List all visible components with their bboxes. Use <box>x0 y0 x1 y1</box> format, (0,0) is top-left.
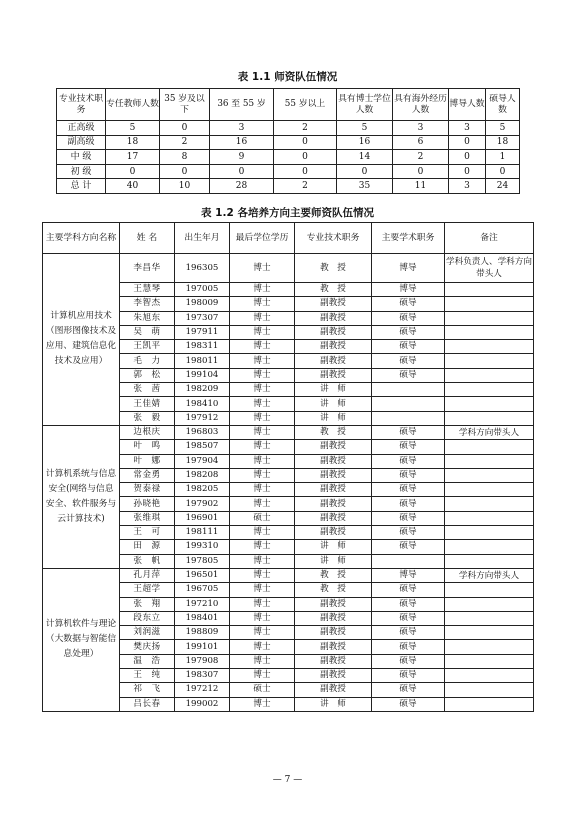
cell-birth: 198208 <box>175 468 230 482</box>
table-1-title: 表 1.1 师资队伍情况 <box>237 71 338 83</box>
cell-name: 樊庆扬 <box>120 640 175 654</box>
cell-remarks <box>445 540 534 554</box>
cell-title: 讲 师 <box>295 540 372 554</box>
cell-phd-supervisors: 3 <box>449 179 486 194</box>
col-header-remarks: 备注 <box>445 223 534 254</box>
cell-title: 副教授 <box>295 654 372 668</box>
cell-degree: 博士 <box>230 669 295 683</box>
cell-birth: 199101 <box>175 640 230 654</box>
cell-academic-role: 硕导 <box>372 597 445 611</box>
cell-title: 副教授 <box>295 354 372 368</box>
cell-remarks <box>445 368 534 382</box>
table-row <box>43 425 534 439</box>
cell-academic-role: 硕导 <box>372 454 445 468</box>
cell-age-35: 8 <box>160 150 210 165</box>
cell-remarks <box>445 397 534 411</box>
col-header-birth: 出生年月 <box>175 223 230 254</box>
cell-birth: 197902 <box>175 497 230 511</box>
cell-degree: 博士 <box>230 354 295 368</box>
page-number: — 7 — <box>272 775 303 785</box>
cell-teachers: 5 <box>106 121 160 136</box>
cell-remarks <box>445 583 534 597</box>
table-header-row <box>57 89 520 121</box>
cell-name: 田 源 <box>120 540 175 554</box>
cell-age-55: 0 <box>274 135 337 150</box>
cell-name: 朱旭东 <box>120 311 175 325</box>
col-header-name: 姓 名 <box>120 223 175 254</box>
cell-birth: 198410 <box>175 397 230 411</box>
cell-remarks <box>445 626 534 640</box>
cell-phd-supervisors: 3 <box>449 121 486 136</box>
cell-name: 王超学 <box>120 583 175 597</box>
cell-academic-role: 硕导 <box>372 425 445 439</box>
cell-name: 王 可 <box>120 526 175 540</box>
cell-degree: 博士 <box>230 611 295 625</box>
cell-remarks <box>445 497 534 511</box>
cell-title: 副教授 <box>295 526 372 540</box>
cell-age-55: 2 <box>274 179 337 194</box>
cell-age-55: 2 <box>274 121 337 136</box>
cell-academic-role: 硕导 <box>372 340 445 354</box>
col-header-title: 专业技术职务 <box>295 223 372 254</box>
cell-title: 副教授 <box>295 611 372 625</box>
cell-name: 孔月萍 <box>120 568 175 582</box>
cell-degree: 博士 <box>230 568 295 582</box>
cell-age-36-55: 0 <box>210 164 274 179</box>
cell-degree: 博士 <box>230 654 295 668</box>
cell-degree: 博士 <box>230 340 295 354</box>
col-header-direction: 主要学科方向名称 <box>43 223 120 254</box>
cell-remarks <box>445 283 534 297</box>
cell-academic-role <box>372 554 445 568</box>
cell-remarks <box>445 340 534 354</box>
cell-birth: 198401 <box>175 611 230 625</box>
cell-name: 叶 娜 <box>120 454 175 468</box>
cell-age-36-55: 28 <box>210 179 274 194</box>
cell-title: 副教授 <box>295 511 372 525</box>
cell-phd-supervisors: 0 <box>449 164 486 179</box>
cell-remarks <box>445 483 534 497</box>
table-row <box>57 135 520 150</box>
cell-birth: 197908 <box>175 654 230 668</box>
cell-title: 副教授 <box>295 683 372 697</box>
cell-academic-role <box>372 383 445 397</box>
cell-teachers: 17 <box>106 150 160 165</box>
cell-overseas: 11 <box>393 179 449 194</box>
cell-academic-role: 硕导 <box>372 654 445 668</box>
cell-master-supervisors: 0 <box>486 164 520 179</box>
cell-name: 吴 萌 <box>120 325 175 339</box>
cell-age-55: 0 <box>274 150 337 165</box>
table-row <box>57 179 520 194</box>
cell-teachers: 18 <box>106 135 160 150</box>
cell-degree: 博士 <box>230 297 295 311</box>
cell-remarks <box>445 440 534 454</box>
cell-name: 李昌华 <box>120 254 175 283</box>
cell-birth: 198507 <box>175 440 230 454</box>
cell-name: 张 翔 <box>120 597 175 611</box>
cell-title: 教 授 <box>295 254 372 283</box>
cell-overseas: 6 <box>393 135 449 150</box>
cell-title: 副教授 <box>295 640 372 654</box>
cell-rank: 初 级 <box>57 164 106 179</box>
cell-title: 讲 师 <box>295 383 372 397</box>
cell-birth: 198111 <box>175 526 230 540</box>
cell-birth: 199310 <box>175 540 230 554</box>
table-row <box>57 150 520 165</box>
cell-age-35: 0 <box>160 164 210 179</box>
cell-title: 教 授 <box>295 283 372 297</box>
cell-academic-role: 硕导 <box>372 683 445 697</box>
cell-birth: 199002 <box>175 697 230 711</box>
direction-faculty-table <box>42 222 534 712</box>
cell-degree: 博士 <box>230 497 295 511</box>
cell-academic-role: 硕导 <box>372 611 445 625</box>
cell-title: 副教授 <box>295 440 372 454</box>
cell-degree: 硕士 <box>230 683 295 697</box>
cell-name: 孙晓艳 <box>120 497 175 511</box>
cell-birth: 198311 <box>175 340 230 354</box>
cell-birth: 197912 <box>175 411 230 425</box>
cell-title: 讲 师 <box>295 397 372 411</box>
cell-title: 副教授 <box>295 368 372 382</box>
cell-birth: 197005 <box>175 283 230 297</box>
cell-birth: 197307 <box>175 311 230 325</box>
cell-age-35: 0 <box>160 121 210 136</box>
col-header-academic-role: 主要学术职务 <box>372 223 445 254</box>
cell-name: 毛 力 <box>120 354 175 368</box>
cell-title: 讲 师 <box>295 411 372 425</box>
cell-remarks <box>445 354 534 368</box>
col-header-title: 专业技术职务 <box>57 89 106 121</box>
col-header-phd-supervisors: 博导人数 <box>449 89 486 121</box>
cell-degree: 博士 <box>230 468 295 482</box>
direction-cell: 计算机软件与理论（大数据与智能信息处理） <box>43 568 120 711</box>
col-header-teachers: 专任教师人数 <box>106 89 160 121</box>
table-row <box>57 164 520 179</box>
cell-phd-supervisors: 0 <box>449 135 486 150</box>
cell-academic-role: 硕导 <box>372 368 445 382</box>
cell-remarks <box>445 526 534 540</box>
cell-title: 副教授 <box>295 669 372 683</box>
table-row <box>43 568 534 582</box>
cell-remarks: 学科方向带头人 <box>445 425 534 439</box>
faculty-overview-table <box>56 88 520 194</box>
cell-phd-supervisors: 0 <box>449 150 486 165</box>
cell-name: 王 纯 <box>120 669 175 683</box>
cell-title: 副教授 <box>295 297 372 311</box>
cell-master-supervisors: 18 <box>486 135 520 150</box>
cell-academic-role <box>372 397 445 411</box>
cell-remarks <box>445 654 534 668</box>
table-header-row <box>43 223 534 254</box>
cell-degree: 博士 <box>230 454 295 468</box>
cell-academic-role: 硕导 <box>372 483 445 497</box>
cell-rank: 总 计 <box>57 179 106 194</box>
cell-master-supervisors: 5 <box>486 121 520 136</box>
cell-birth: 198011 <box>175 354 230 368</box>
cell-title: 副教授 <box>295 483 372 497</box>
cell-age-35: 10 <box>160 179 210 194</box>
cell-degree: 博士 <box>230 526 295 540</box>
cell-title: 副教授 <box>295 454 372 468</box>
cell-degree: 博士 <box>230 325 295 339</box>
cell-remarks <box>445 468 534 482</box>
table-row <box>43 254 534 283</box>
cell-title: 副教授 <box>295 311 372 325</box>
col-header-age-36-55: 36 至 55 岁 <box>210 89 274 121</box>
cell-academic-role: 博导 <box>372 568 445 582</box>
cell-phd: 0 <box>337 164 393 179</box>
cell-birth: 197904 <box>175 454 230 468</box>
col-header-age-55: 55 岁以上 <box>274 89 337 121</box>
cell-age-36-55: 9 <box>210 150 274 165</box>
cell-name: 张 毅 <box>120 411 175 425</box>
cell-master-supervisors: 1 <box>486 150 520 165</box>
cell-name: 边根庆 <box>120 425 175 439</box>
cell-degree: 博士 <box>230 254 295 283</box>
cell-degree: 博士 <box>230 554 295 568</box>
table-2-title: 表 1.2 各培养方向主要师资队伍情况 <box>201 207 374 219</box>
cell-birth: 196501 <box>175 568 230 582</box>
cell-birth: 199104 <box>175 368 230 382</box>
cell-academic-role: 硕导 <box>372 697 445 711</box>
cell-academic-role: 硕导 <box>372 669 445 683</box>
cell-remarks <box>445 411 534 425</box>
cell-overseas: 3 <box>393 121 449 136</box>
cell-degree: 硕士 <box>230 511 295 525</box>
cell-birth: 198307 <box>175 669 230 683</box>
cell-remarks <box>445 325 534 339</box>
cell-age-36-55: 3 <box>210 121 274 136</box>
cell-remarks <box>445 611 534 625</box>
cell-remarks <box>445 311 534 325</box>
cell-remarks <box>445 669 534 683</box>
cell-degree: 博士 <box>230 411 295 425</box>
cell-title: 讲 师 <box>295 554 372 568</box>
cell-academic-role <box>372 411 445 425</box>
cell-age-55: 0 <box>274 164 337 179</box>
cell-remarks <box>445 454 534 468</box>
cell-academic-role: 硕导 <box>372 540 445 554</box>
cell-degree: 博士 <box>230 483 295 497</box>
cell-academic-role: 硕导 <box>372 354 445 368</box>
cell-remarks <box>445 554 534 568</box>
col-header-age-35: 35 岁及以下 <box>160 89 210 121</box>
cell-name: 叶 鸣 <box>120 440 175 454</box>
cell-academic-role: 硕导 <box>372 297 445 311</box>
cell-teachers: 40 <box>106 179 160 194</box>
cell-phd: 16 <box>337 135 393 150</box>
cell-overseas: 2 <box>393 150 449 165</box>
cell-degree: 博士 <box>230 626 295 640</box>
cell-title: 教 授 <box>295 425 372 439</box>
cell-name: 张维琪 <box>120 511 175 525</box>
cell-phd: 35 <box>337 179 393 194</box>
cell-remarks <box>445 640 534 654</box>
col-header-master-supervisors: 硕导人数 <box>486 89 520 121</box>
col-header-degree: 最后学位学历 <box>230 223 295 254</box>
cell-birth: 196901 <box>175 511 230 525</box>
cell-master-supervisors: 24 <box>486 179 520 194</box>
cell-degree: 博士 <box>230 597 295 611</box>
cell-academic-role: 博导 <box>372 254 445 283</box>
cell-academic-role: 硕导 <box>372 497 445 511</box>
cell-academic-role: 硕导 <box>372 440 445 454</box>
cell-remarks <box>445 511 534 525</box>
cell-title: 教 授 <box>295 568 372 582</box>
cell-birth: 197805 <box>175 554 230 568</box>
cell-title: 副教授 <box>295 626 372 640</box>
cell-birth: 198209 <box>175 383 230 397</box>
cell-academic-role: 博导 <box>372 283 445 297</box>
cell-phd: 5 <box>337 121 393 136</box>
cell-academic-role: 硕导 <box>372 468 445 482</box>
cell-degree: 博士 <box>230 540 295 554</box>
cell-name: 王慧琴 <box>120 283 175 297</box>
cell-name: 李智杰 <box>120 297 175 311</box>
cell-title: 副教授 <box>295 325 372 339</box>
cell-teachers: 0 <box>106 164 160 179</box>
cell-rank: 中 级 <box>57 150 106 165</box>
cell-degree: 博士 <box>230 697 295 711</box>
cell-birth: 197210 <box>175 597 230 611</box>
cell-remarks <box>445 597 534 611</box>
cell-overseas: 0 <box>393 164 449 179</box>
cell-title: 教 授 <box>295 583 372 597</box>
cell-remarks <box>445 683 534 697</box>
cell-academic-role: 硕导 <box>372 640 445 654</box>
cell-title: 副教授 <box>295 340 372 354</box>
cell-degree: 博士 <box>230 311 295 325</box>
cell-birth: 196305 <box>175 254 230 283</box>
cell-degree: 博士 <box>230 425 295 439</box>
direction-cell: 计算机应用技术（图形图像技术及应用、建筑信息化技术及应用） <box>43 254 120 426</box>
cell-degree: 博士 <box>230 383 295 397</box>
cell-title: 副教授 <box>295 468 372 482</box>
cell-title: 副教授 <box>295 497 372 511</box>
cell-academic-role: 硕导 <box>372 626 445 640</box>
cell-birth: 197212 <box>175 683 230 697</box>
cell-birth: 196705 <box>175 583 230 597</box>
cell-degree: 博士 <box>230 368 295 382</box>
cell-name: 张 帆 <box>120 554 175 568</box>
cell-age-35: 2 <box>160 135 210 150</box>
cell-name: 段东立 <box>120 611 175 625</box>
cell-name: 吕长春 <box>120 697 175 711</box>
cell-title: 讲 师 <box>295 697 372 711</box>
cell-birth: 196803 <box>175 425 230 439</box>
cell-name: 常金勇 <box>120 468 175 482</box>
cell-degree: 博士 <box>230 583 295 597</box>
cell-birth: 198009 <box>175 297 230 311</box>
cell-name: 张 茜 <box>120 383 175 397</box>
col-header-overseas: 具有海外经历人数 <box>393 89 449 121</box>
cell-degree: 博士 <box>230 640 295 654</box>
table-row <box>57 121 520 136</box>
cell-name: 王凯平 <box>120 340 175 354</box>
cell-birth: 198205 <box>175 483 230 497</box>
cell-title: 副教授 <box>295 597 372 611</box>
cell-rank: 正高级 <box>57 121 106 136</box>
cell-name: 祁 飞 <box>120 683 175 697</box>
cell-degree: 博士 <box>230 440 295 454</box>
cell-degree: 博士 <box>230 397 295 411</box>
cell-academic-role: 硕导 <box>372 325 445 339</box>
cell-remarks <box>445 697 534 711</box>
direction-cell: 计算机系统与信息安全(网络与信息安全、软件服务与云计算技术) <box>43 425 120 568</box>
cell-degree: 博士 <box>230 283 295 297</box>
cell-remarks <box>445 383 534 397</box>
cell-name: 王佳婧 <box>120 397 175 411</box>
cell-remarks: 学科负责人、学科方向带头人 <box>445 254 534 283</box>
cell-academic-role: 硕导 <box>372 583 445 597</box>
cell-remarks: 学科方向带头人 <box>445 568 534 582</box>
col-header-phd: 具有博士学位人数 <box>337 89 393 121</box>
cell-name: 温 浩 <box>120 654 175 668</box>
cell-remarks <box>445 297 534 311</box>
cell-name: 刘润滋 <box>120 626 175 640</box>
cell-name: 贺泰禄 <box>120 483 175 497</box>
cell-age-36-55: 16 <box>210 135 274 150</box>
cell-rank: 副高级 <box>57 135 106 150</box>
cell-birth: 198809 <box>175 626 230 640</box>
cell-academic-role: 硕导 <box>372 311 445 325</box>
cell-academic-role: 硕导 <box>372 511 445 525</box>
cell-phd: 14 <box>337 150 393 165</box>
cell-academic-role: 硕导 <box>372 526 445 540</box>
cell-name: 郭 松 <box>120 368 175 382</box>
cell-birth: 197911 <box>175 325 230 339</box>
